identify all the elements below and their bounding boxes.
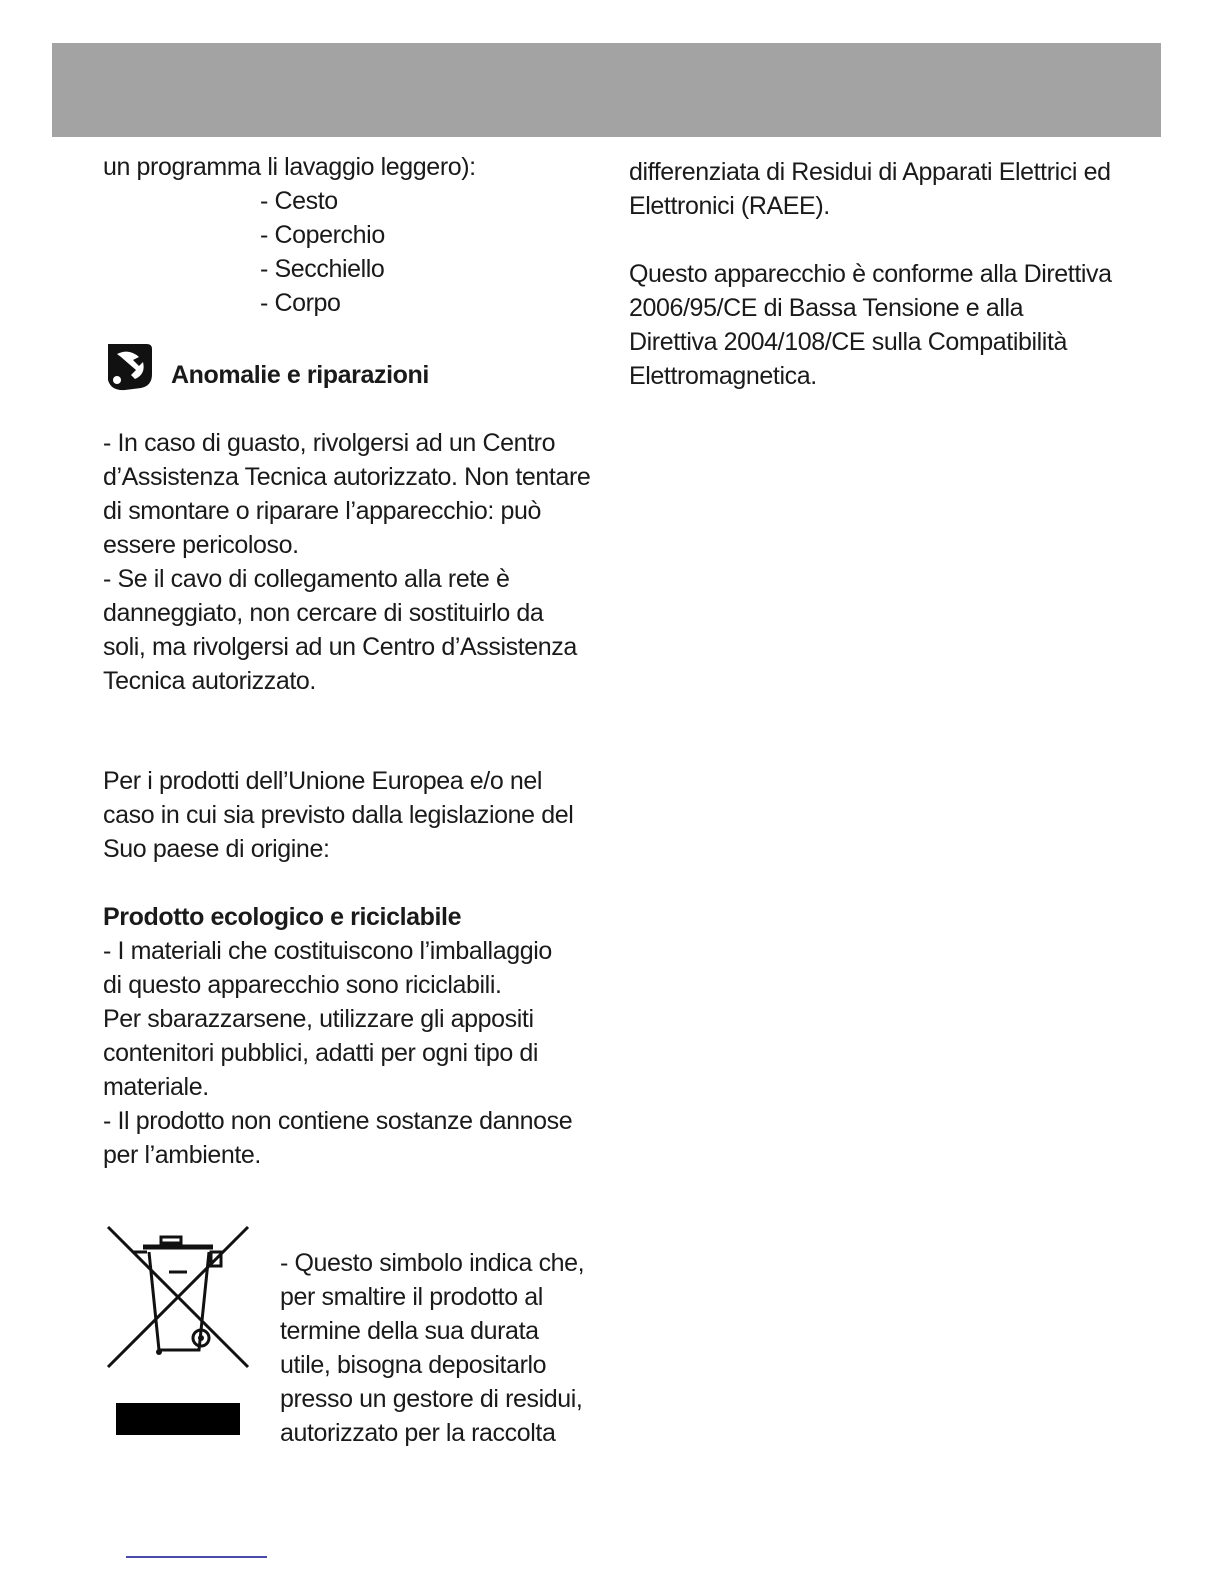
eco-title: Prodotto ecologico e riciclabile — [103, 903, 462, 931]
eu-notice — [103, 764, 583, 866]
eco-section — [103, 900, 583, 1172]
repairs-line: essere pericoloso. — [103, 531, 299, 559]
eco-line: di questo apparecchio sono riciclabili. — [103, 971, 502, 999]
repair-wrench-icon — [103, 340, 155, 392]
compliance-line: Questo apparecchio è conforme alla Direttiva — [629, 260, 1112, 288]
weee-line: presso un gestore di residui, — [280, 1385, 583, 1413]
footer-rule — [126, 1556, 267, 1558]
right-column — [629, 155, 1119, 393]
weee-line: utile, bisogna depositarlo — [280, 1351, 547, 1379]
compliance-line: 2006/95/CE di Bassa Tensione e alla — [629, 294, 1024, 322]
part-item: - Corpo — [260, 289, 341, 317]
eco-line: contenitori pubblici, adatti per ogni tipo di — [103, 1039, 539, 1067]
eco-line: - Il prodotto non contiene sostanze dannose — [103, 1107, 573, 1135]
part-item: - Cesto — [260, 187, 338, 215]
weee-symbol — [103, 1222, 253, 1442]
weee-line: autorizzato per la raccolta — [280, 1419, 556, 1447]
compliance-line: Elettromagnetica. — [629, 362, 817, 390]
weee-line: termine della sua durata — [280, 1317, 539, 1345]
eu-line: caso in cui sia previsto dalla legislazione del — [103, 801, 574, 829]
part-item: - Secchiello — [260, 255, 385, 283]
eco-line: Per sbarazzarsene, utilizzare gli appositi — [103, 1005, 534, 1033]
repairs-line: soli, ma rivolgersi ad un Centro d’Assistenza — [103, 633, 577, 661]
eu-line: Suo paese di origine: — [103, 835, 330, 863]
weee-black-bar — [116, 1403, 240, 1435]
repairs-line: - Se il cavo di collegamento alla rete è — [103, 565, 510, 593]
left-column — [103, 150, 591, 1450]
repairs-line: - In caso di guasto, rivolgersi ad un Centro — [103, 429, 556, 457]
compliance-line: Direttiva 2004/108/CE sulla Compatibilità — [629, 328, 1067, 356]
repairs-title: Anomalie e riparazioni — [171, 361, 429, 389]
header-bar — [52, 43, 1161, 137]
part-item: - Coperchio — [260, 221, 385, 249]
weee-line: - Questo simbolo indica che, — [280, 1249, 585, 1277]
parts-list — [103, 184, 583, 320]
eco-line: materiale. — [103, 1073, 209, 1101]
repairs-line: danneggiato, non cercare di sostituirlo da — [103, 599, 544, 627]
repairs-line: di smontare o riparare l’apparecchio: può — [103, 497, 542, 525]
eco-line: per l’ambiente. — [103, 1141, 261, 1169]
intro-line: un programma li lavaggio leggero): — [103, 153, 476, 181]
crossed-out-bin-icon — [103, 1222, 253, 1382]
compliance-notice — [629, 257, 1119, 393]
repairs-line: Tecnica autorizzato. — [103, 667, 316, 695]
weee-block — [103, 1222, 583, 1450]
weee-line: per smaltire il prodotto al — [280, 1283, 543, 1311]
weee-text — [280, 1246, 584, 1450]
raee-line: Elettronici (RAEE). — [629, 192, 830, 220]
repairs-text — [103, 426, 591, 698]
eco-line: - I materiali che costituiscono l’imballaggio — [103, 937, 552, 965]
repairs-line: d’Assistenza Tecnica autorizzato. Non tentare — [103, 463, 591, 491]
eu-line: Per i prodotti dell’Unione Europea e/o nel — [103, 767, 543, 795]
raee-line: differenziata di Residui di Apparati Elettrici ed — [629, 158, 1111, 186]
repairs-heading — [103, 332, 583, 392]
